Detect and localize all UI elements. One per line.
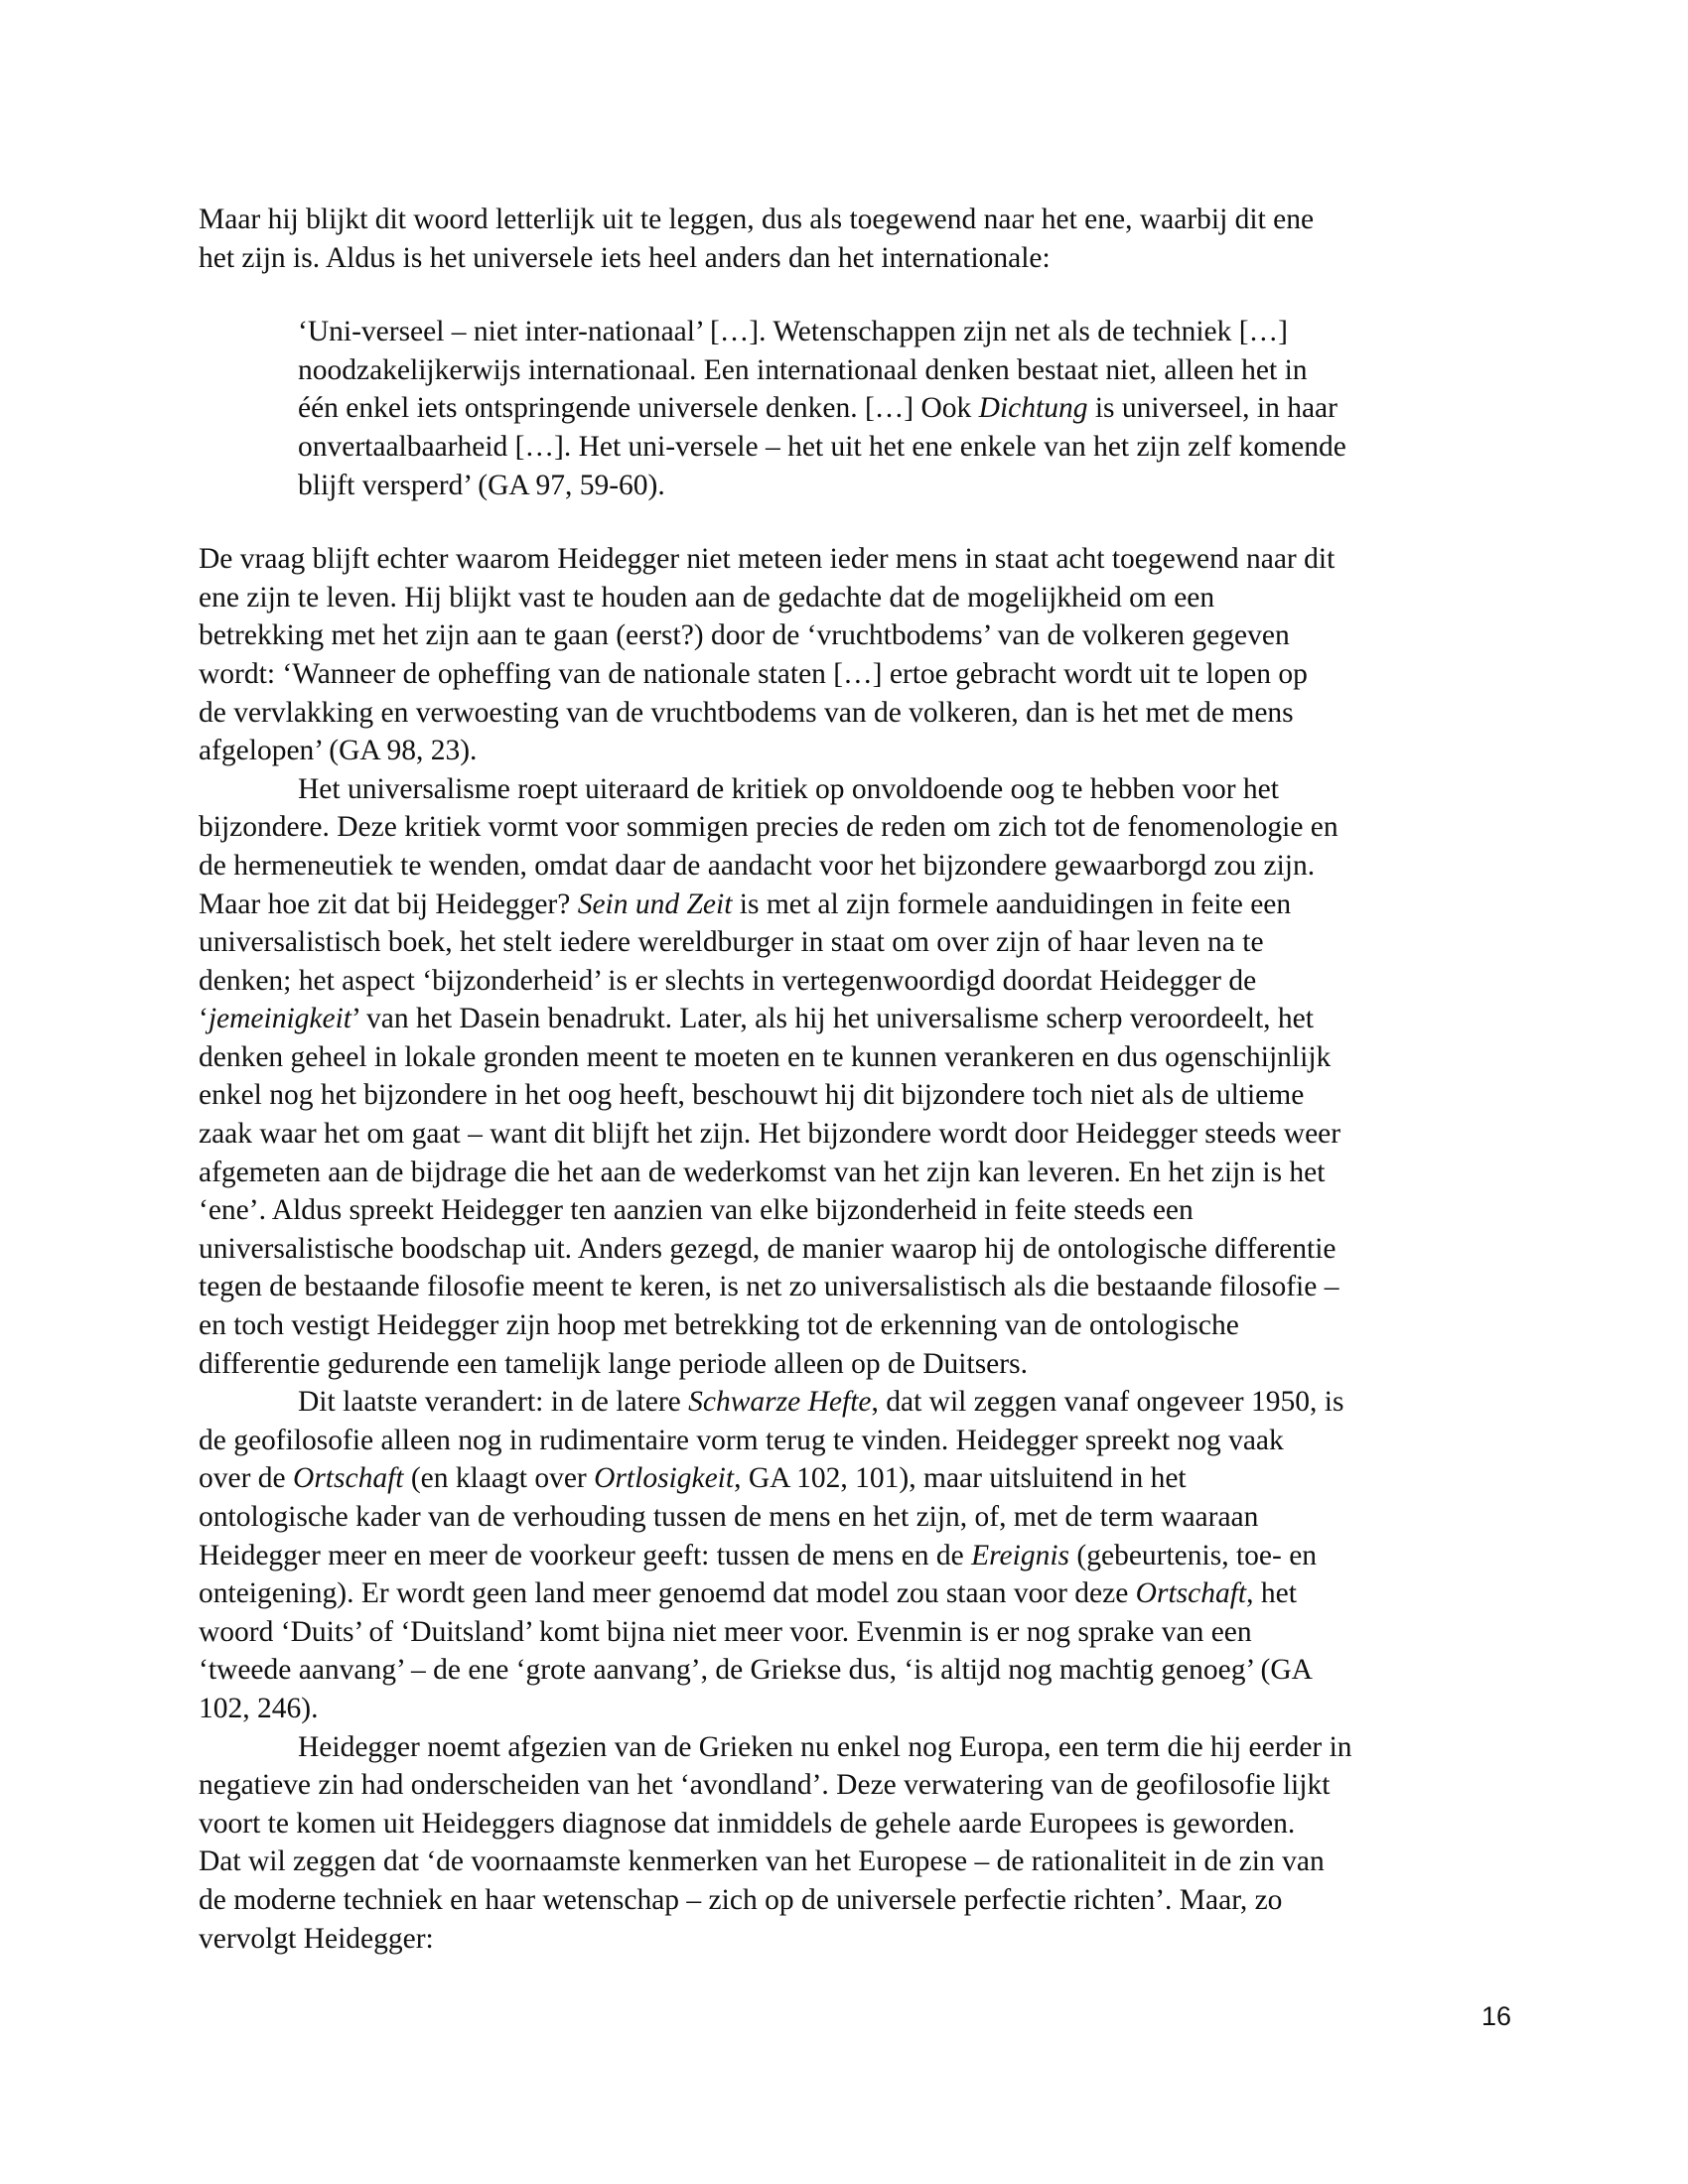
- text-line: De vraag blijft echter waarom Heidegger niet meteen ieder mens in staat acht toegewend naar dit: [199, 543, 1336, 576]
- body-paragraph: [199, 1728, 1489, 1959]
- text-line: denken; het aspect ‘bijzonderheid’ is er slechts in vertegenwoordigd doordat Heidegger de: [199, 964, 1257, 997]
- italic-term: jemeinigkeit: [208, 1003, 352, 1035]
- body-text: Maar hoe zit dat bij Heidegger?: [199, 887, 578, 920]
- text-line: bijzondere. Deze kritiek vormt voor sommigen precies de reden om zich tot de fenomenologie en: [199, 811, 1338, 844]
- body-paragraph: [199, 1383, 1489, 1727]
- text-line: ‘tweede aanvang’ – de ene ‘grote aanvang’, de Griekse dus, ‘is altijd nog machtig genoeg’ (GA: [199, 1654, 1313, 1687]
- text-line: differentie gedurende een tamelijk lange periode alleen op de Duitsers.: [199, 1347, 1028, 1380]
- text-line: de geofilosofie alleen nog in rudimentaire vorm terug te vinden. Heidegger spreekt nog vaak: [199, 1424, 1284, 1456]
- italic-term: Ereignis: [971, 1539, 1070, 1571]
- text-line: [199, 886, 1489, 924]
- italic-term: Ortschaft: [293, 1462, 404, 1495]
- text-line: het zijn is. Aldus is het universele iets heel anders dan het internationale:: [199, 241, 1051, 274]
- body-text: Dit laatste verandert: in de latere: [298, 1386, 689, 1419]
- text-line: [199, 1537, 1489, 1575]
- italic-term: Dichtung: [978, 392, 1088, 425]
- text-line: [199, 1000, 1489, 1038]
- text-line: ene zijn te leven. Hij blijkt vast te houden aan de gedachte dat de mogelijkheid om een: [199, 581, 1215, 614]
- block-quote: [298, 313, 1430, 504]
- text-line: Het universalisme roept uiteraard de kritiek op onvoldoende oog te hebben voor het: [298, 772, 1279, 805]
- italic-term: Ortlosigkeit: [594, 1462, 735, 1495]
- text-line: wordt: ‘Wanneer de opheffing van de nationale staten […] ertoe gebracht wordt uit te lopen op: [199, 657, 1308, 690]
- text-line: de hermeneutiek te wenden, omdat daar de aandacht voor het bijzondere gewaarborgd zou zijn.: [199, 849, 1316, 882]
- text-line: universalistisch boek, het stelt iedere wereldburger in staat om over zijn of haar leven na te: [199, 926, 1264, 959]
- document-page: [199, 201, 1489, 1958]
- body-text: ’ van het Dasein benadrukt. Later, als hij het universalisme scherp veroordeelt, het: [352, 1003, 1314, 1035]
- text-line: Heidegger noemt afgezien van de Grieken nu enkel nog Europa, een term die hij eerder in: [298, 1730, 1352, 1763]
- text-line: negatieve zin had onderscheiden van het ‘avondland’. Deze verwatering van de geofilosofie lijkt: [199, 1769, 1331, 1802]
- text-line: [199, 1459, 1489, 1498]
- text-line: vervolgt Heidegger:: [199, 1922, 434, 1955]
- body-text: is met al zijn formele aanduidingen in feite een: [732, 887, 1292, 920]
- text-line: [199, 1383, 1489, 1422]
- body-text: , het: [1246, 1577, 1297, 1610]
- text-line: de vervlakking en verwoesting van de vruchtbodems van de volkeren, dan is het met de mens: [199, 696, 1294, 729]
- text-line: Maar hij blijkt dit woord letterlijk uit te leggen, dus als toegewend naar het ene, waarbij dit ene: [199, 204, 1315, 235]
- body-text: (gebeurtenis, toe- en: [1069, 1539, 1318, 1571]
- quote-line: onvertaalbaarheid […]. Het uni-versele – het uit het ene enkele van het zijn zelf komende: [298, 430, 1346, 463]
- body-paragraph: [199, 540, 1489, 770]
- body-text: (en klaagt over: [403, 1462, 595, 1495]
- italic-term: Ortschaft: [1135, 1577, 1247, 1610]
- quote-text: is universeel, in haar: [1087, 392, 1337, 425]
- body-paragraph: [199, 770, 1489, 1384]
- text-line: [199, 1574, 1489, 1613]
- text-line: de moderne techniek en haar wetenschap – zich op de universele perfectie richten’. Maar, zo: [199, 1883, 1283, 1916]
- body-text: onteigening). Er wordt geen land meer genoemd dat model zou staan voor deze: [199, 1577, 1136, 1610]
- quote-text: één enkel iets ontspringende universele denken. […] Ook: [298, 392, 979, 425]
- body-text: over de: [199, 1462, 294, 1495]
- text-line: woord ‘Duits’ of ‘Duitsland’ komt bijna niet meer voor. Evenmin is er nog sprake van een: [199, 1615, 1252, 1648]
- intro-paragraph: [199, 201, 1489, 277]
- quote-line: blijft versperd’ (GA 97, 59-60).: [298, 469, 665, 501]
- body-text: , GA 102, 101), maar uitsluitend in het: [734, 1462, 1187, 1495]
- body-text: ‘: [199, 1003, 209, 1035]
- body-text: , dat wil zeggen vanaf ongeveer 1950, is: [871, 1386, 1344, 1419]
- italic-title: Schwarze Hefte: [688, 1386, 872, 1419]
- text-line: universalistische boodschap uit. Anders gezegd, de manier waarop hij de ontologische differentie: [199, 1232, 1336, 1265]
- quote-line: noodzakelijkerwijs internationaal. Een internationaal denken bestaat niet, alleen het in: [298, 353, 1308, 386]
- text-line: ‘ene’. Aldus spreekt Heidegger ten aanzien van elke bijzonderheid in feite steeds een: [199, 1194, 1194, 1227]
- text-line: zaak waar het om gaat – want dit blijft het zijn. Het bijzondere wordt door Heidegger steeds weer: [199, 1118, 1341, 1151]
- text-line: denken geheel in lokale gronden meent te moeten en te kunnen verankeren en dus ogenschijnlijk: [199, 1040, 1332, 1073]
- text-line: tegen de bestaande filosofie meent te keren, is net zo universalistisch als die bestaande filosofie –: [199, 1271, 1339, 1303]
- italic-title: Sein und Zeit: [577, 887, 733, 920]
- text-line: en toch vestigt Heidegger zijn hoop met betrekking tot de erkenning van de ontologische: [199, 1309, 1239, 1342]
- body-text: Heidegger meer en meer de voorkeur geeft: tussen de mens en de: [199, 1539, 972, 1571]
- text-line: voort te komen uit Heideggers diagnose dat inmiddels de gehele aarde Europees is geworden.: [199, 1807, 1296, 1840]
- text-line: afgemeten aan de bijdrage die het aan de wederkomst van het zijn kan leveren. En het zijn is het: [199, 1156, 1326, 1188]
- quote-line: [298, 389, 1430, 428]
- text-line: afgelopen’ (GA 98, 23).: [199, 735, 478, 767]
- text-line: ontologische kader van de verhouding tussen de mens en het zijn, of, met de term waaraan: [199, 1501, 1259, 1533]
- quote-line: ‘Uni-verseel – niet inter-nationaal’ […]. Wetenschappen zijn net als de techniek […]: [298, 316, 1288, 348]
- text-line: Dat wil zeggen dat ‘de voornaamste kenmerken van het Europese – de rationaliteit in de zin van: [199, 1845, 1325, 1878]
- text-line: 102, 246).: [199, 1692, 319, 1724]
- text-line: betrekking met het zijn aan te gaan (eerst?) door de ‘vruchtbodems’ van de volkeren gegeven: [199, 619, 1290, 652]
- page-number: 16: [1480, 2001, 1511, 2031]
- text-line: enkel nog het bijzondere in het oog heeft, beschouwt hij dit bijzondere toch niet als de ultieme: [199, 1079, 1305, 1112]
